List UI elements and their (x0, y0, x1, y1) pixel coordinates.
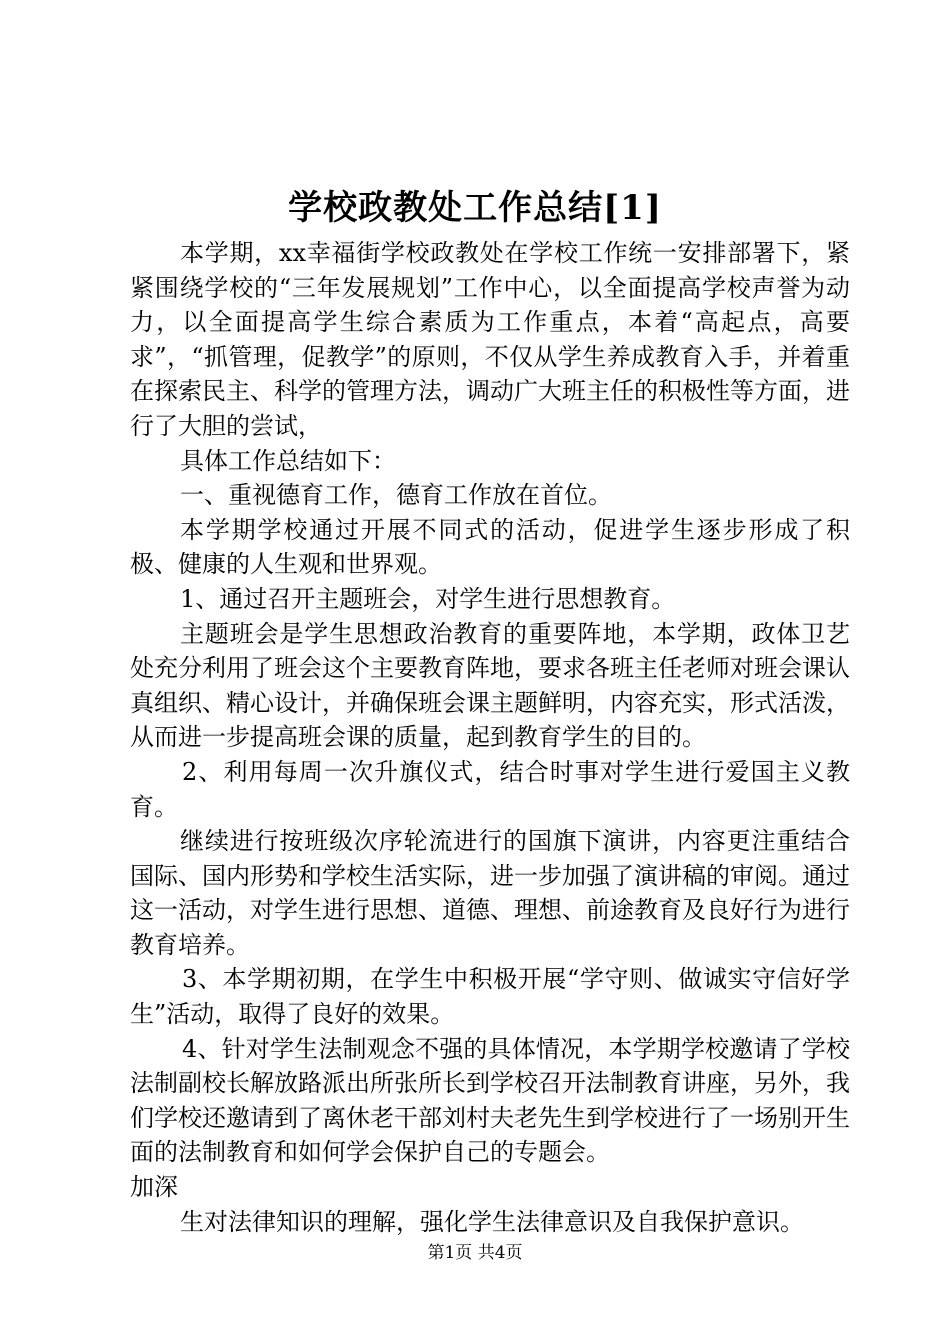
list-item-3: 3、本学期初期，在学生中积极开展“学守则、做诚实守信好学生”活动，取得了良好的效果。 (130, 965, 850, 1029)
page-number: 第1页 共4页 (427, 1243, 523, 1263)
document-body (130, 236, 850, 1239)
list-item-2: 2、利用每周一次升旗仪式，结合时事对学生进行爱国主义教育。 (130, 757, 850, 821)
paragraph-section-1: 本学期学校通过开展不同式的活动，促进学生逐步形成了积极、健康的人生观和世界观。 (130, 515, 850, 579)
paragraph-intro: 本学期，xx幸福街学校政教处在学校工作统一安排部署下，紧紧围绕学校的“三年发展规划”工作中心，以全面提高学校声誉为动力，以全面提高学生综合素质为工作重点，本着“高起点，高要求”，“抓管理，促教学”的原则，不仅从学生养成教育入手，并着重在探索民主、科学的管理方法，调动广大班主任的积极性等方面，进行了大胆的尝试， (130, 239, 850, 440)
document-title: 学校政教处工作总结[1] (288, 188, 662, 228)
paragraph-fragment: 加深 (130, 1173, 178, 1202)
paragraph-summary-lead: 具体工作总结如下： (180, 446, 396, 475)
paragraph-flag-speech: 继续进行按班级次序轮流进行的国旗下演讲，内容更注重结合国际、国内形势和学校生活实际，进一步加强了演讲稿的审阅。通过这一活动，对学生进行思想、道德、理想、前途教育及良好行为进行教育培养。 (130, 827, 850, 959)
paragraph-theme-meeting: 主题班会是学生思想政治教育的重要阵地，本学期，政体卫艺处充分利用了班会这个主要教育阵地，要求各班主任老师对班会课认真组织、精心设计，并确保班会课主题鲜明，内容充实，形式活泼，从而进一步提高班会课的质量，起到教育学生的目的。 (130, 619, 850, 752)
section-heading-1: 一、重视德育工作，德育工作放在首位。 (180, 481, 612, 510)
paragraph-law-awareness: 生对法律知识的理解，强化学生法律意识及自我保护意识。 (180, 1207, 804, 1236)
list-item-1: 1、通过召开主题班会，对学生进行思想教育。 (180, 584, 676, 613)
list-item-4: 4、针对学生法制观念不强的具体情况，本学期学校邀请了学校法制副校长解放路派出所张所长到学校召开法制教育讲座，另外，我们学校还邀请到了离休老干部刘村夫老先生到学校进行了一场别开生面的法制教育和如何学会保护自己的专题会。 (130, 1034, 850, 1167)
